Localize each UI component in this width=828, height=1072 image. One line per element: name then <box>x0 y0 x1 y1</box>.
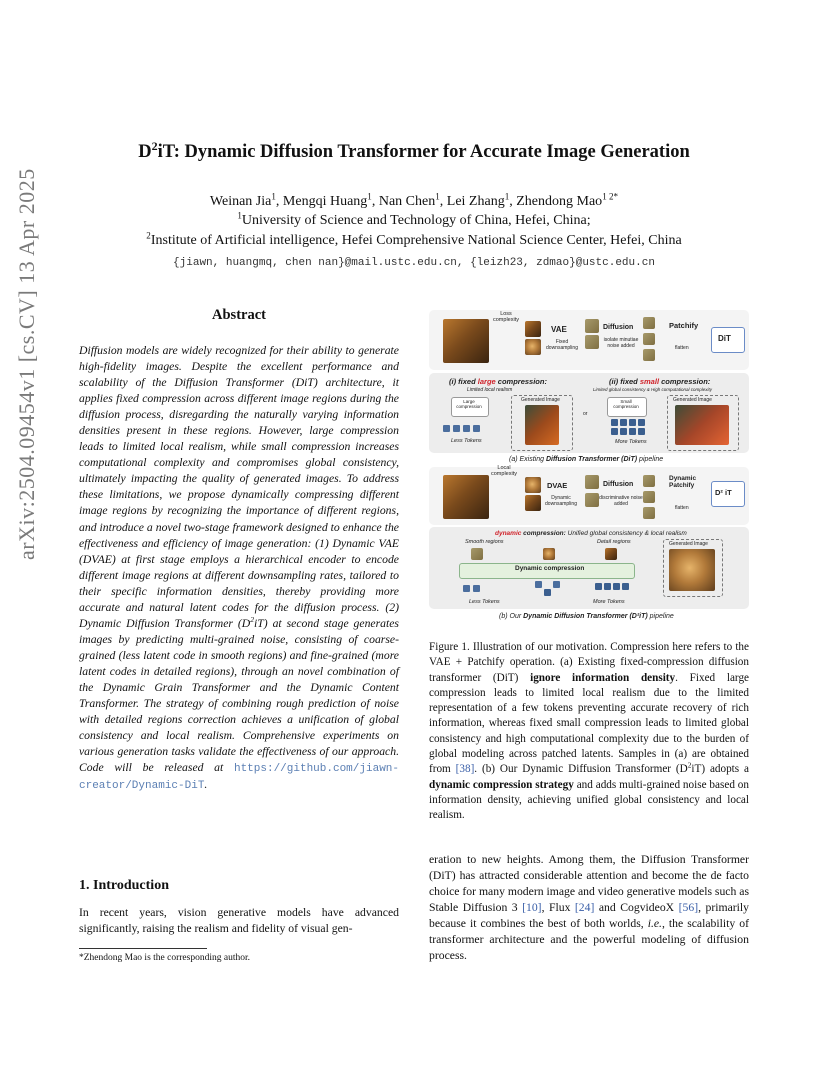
author: Mengqi Huang <box>282 194 368 209</box>
token <box>473 585 480 592</box>
vae-label: VAE <box>551 325 567 334</box>
d2it-label: D² iT <box>715 488 732 497</box>
loss-complexity-label: Loss complexity <box>493 311 519 323</box>
detail-regions-label: Detail regions <box>597 539 631 545</box>
dit-label: DiT <box>718 334 731 343</box>
patchify-label: Patchify <box>669 321 699 330</box>
mid-patch <box>543 548 555 560</box>
or-label: or <box>583 411 588 417</box>
flatten-label: flatten <box>675 505 689 511</box>
caption-b: (b) Our Dynamic Diffusion Transformer (D²iT) pipeline <box>499 613 674 620</box>
smooth-patch <box>471 548 483 560</box>
token <box>595 583 602 590</box>
patch-icon <box>643 333 655 345</box>
affiliation-2: $^2$Institute of Artificial intelligence, Hefei Comprehensive National Science Center, Hefei, China <box>146 230 682 248</box>
token <box>638 428 645 435</box>
latent-tile <box>525 477 541 493</box>
token <box>453 425 460 432</box>
token <box>611 419 618 426</box>
large-compression-label: Large compression <box>456 399 482 409</box>
figure-1-caption: Figure 1. Illustration of our motivation. Compression here refers to the VAE + Patchify operation. (a) Existing fixed-compression diffusion transformer (DiT) ignore information density. Fixed large compression leads to limited local realism due to the limited representation of a few tokens preventing accurate recovery of rich information, whereas fixed small compression leads to limited global consistency and high computational complexity due to the burden of global modeling across patched latents. Samples in (a) are obtained from [38]. (b) Our Dynamic Diffusion Transformer $(D^2iT)$ adopts a dynamic compression strategy and adds multi-grained noise based on information density, achieving unified global consistency and local realism. <box>429 641 750 822</box>
diffusion-label: Diffusion <box>603 481 634 488</box>
local-complexity-label: Local complexity <box>491 465 517 477</box>
fixed-large-heading: (i) fixed large compression: <box>449 377 547 386</box>
footnote: *Zhendong Mao is the corresponding author. <box>79 953 250 963</box>
abstract-text: Diffusion models are widely recognized for their ability to generate high-fidelity images. Despite the excellent performance and scalability of the Diffusion Transformer (DiT) architecture, it applies fixed compression across different image regions during the diffusion process, disregarding the naturally varying information densities present in these regions. However, large compression leads to limited local realism, while small compression increases computational complexity and compromises global consistency, ultimately impacting the quality of generated images. To address these limitations, we propose dynamically compressing different image regions by recognizing the importance of different regions, and introduce a novel two-stage framework designed to enhance the effectiveness and efficiency of image generation: (1) Dynamic VAE (DVAE) at first stage employs a hierarchical encoder to encode different image regions at different downsampling rates, tailored to their specific information densities, thereby providing more accurate and natural latent codes for the diffusion process. (2) Dynamic Diffusion Transformer $(D^2iT)$ at second stage generates images by predicting multi-grained noise, consisting of coarse-grained (less latent code in smooth regions) and fine-grained (more latent codes in detailed regions), through an novel combination of the Dynamic Grain Transformer and the Dynamic Content Transformer. The strategy of combining rough prediction of noise with detailed regions correction achieves a unification of global consistency and local realism. Comprehensive experiments on various generation tasks validate the effectiveness of our approach. Code will be released at https://github.com/jiawn-creator/Dynamic-DiT. <box>79 344 399 793</box>
fixed-small-heading: (ii) fixed small compression: <box>609 377 711 386</box>
smooth-regions-label: Smooth regions <box>465 539 504 545</box>
noise-grid-icon <box>585 475 599 489</box>
introduction-heading: 1. Introduction <box>79 878 169 893</box>
generated-image-label: Generated Image <box>673 397 712 403</box>
token <box>463 585 470 592</box>
dynamic-downsampling-label: Dynamic downsampling <box>545 495 577 507</box>
abstract-heading: Abstract <box>212 307 266 323</box>
figure-1 <box>429 305 749 630</box>
token <box>629 428 636 435</box>
token <box>611 428 618 435</box>
citation-link[interactable]: [38] <box>455 763 475 776</box>
more-tokens-label: More Tokens <box>615 439 647 445</box>
generated-image-label: Generated Image <box>521 397 560 403</box>
token <box>463 425 470 432</box>
noise-grid-icon <box>585 493 599 507</box>
dynamic-compression-heading: dynamic compression: Unified global consistency & local realism <box>495 530 687 537</box>
dynamic-patchify-label: Dynamic Patchify <box>669 475 697 489</box>
token <box>620 419 627 426</box>
generated-artifact-image <box>675 405 729 445</box>
noise-added-label: isolate minutiae noise added <box>603 337 639 349</box>
author: Weinan Jia <box>209 194 272 209</box>
patch-icon <box>643 475 655 487</box>
paper-title: $D^2iT$: Dynamic Diffusion Transformer for Accurate Image Generation <box>138 138 690 162</box>
generated-image-label: Generated Image <box>669 541 708 547</box>
introduction-continued: eration to new heights. Among them, the Diffusion Transformer (DiT) has attracted considerable attention and become the de facto choice for many modern image and video generative models such as Stable Diffusion 3 [10], Flux [24] and CogvideoX [56], primarily because it combines the best of both worlds, i.e., the scalability of transformer architecture and the powerful modeling of diffusion process. <box>429 853 749 963</box>
dynamic-compression-label: Dynamic compression <box>515 565 585 572</box>
token <box>629 419 636 426</box>
less-tokens-label: Less Tokens <box>451 438 482 444</box>
token <box>443 425 450 432</box>
fixed-downsampling-label: Fixed downsampling <box>546 339 578 351</box>
diffusion-label: Diffusion <box>603 324 634 331</box>
detail-patch <box>605 548 617 560</box>
fixed-small-sub: Limited global consistency & High computational complexity <box>593 387 713 392</box>
generated-orangutan-image <box>525 405 559 445</box>
author: Nan Chen <box>378 194 436 209</box>
token <box>613 583 620 590</box>
less-tokens-label: Less Tokens <box>469 599 500 605</box>
citation-link[interactable]: [56] <box>678 901 699 915</box>
noise-grid-icon <box>585 335 599 349</box>
token <box>473 425 480 432</box>
dvae-label: DVAE <box>547 481 568 490</box>
latent-tile <box>525 321 541 337</box>
discriminative-noise-label: discriminative noise added <box>599 495 643 507</box>
generated-lion-image <box>669 549 715 591</box>
lion-input-image <box>443 475 489 519</box>
caption-a: (a) Existing Diffusion Transformer (DiT) pipeline <box>509 456 664 463</box>
citation-link[interactable]: [24] <box>574 901 595 915</box>
author: Zhendong Mao <box>516 194 603 209</box>
latent-tile <box>525 339 541 355</box>
code-link[interactable]: https://github.com/jiawn-creator/Dynamic-DiT <box>79 763 399 793</box>
latent-tile <box>525 495 541 511</box>
patch-icon <box>643 317 655 329</box>
footnote-rule <box>79 948 207 949</box>
flatten-label: flatten <box>675 345 689 351</box>
more-tokens-label: More Tokens <box>593 599 625 605</box>
token <box>604 583 611 590</box>
token <box>638 419 645 426</box>
token <box>553 581 560 588</box>
arxiv-stamp: arXiv:2504.09454v1 [cs.CV] 13 Apr 2025 <box>14 168 39 560</box>
author-list: Weinan Jia$^1$, Mengqi Huang$^1$, Nan Chen$^1$, Lei Zhang$^1$, Zhendong Mao$^{1 2*}$ <box>209 191 619 209</box>
token <box>544 589 551 596</box>
fixed-large-sub: Limited local realism <box>467 387 513 393</box>
patch-icon <box>643 507 655 519</box>
patch-icon <box>643 491 655 503</box>
small-compression-label: Small compression <box>613 399 639 409</box>
patch-icon <box>643 349 655 361</box>
token <box>620 428 627 435</box>
author-emails: {jiawn, huangmq, chen nan}@mail.ustc.edu.cn, {leizh23, zdmao}@ustc.edu.cn <box>173 257 655 269</box>
token <box>535 581 542 588</box>
citation-link[interactable]: [10] <box>522 901 542 915</box>
noise-grid-icon <box>585 319 599 333</box>
affiliation-1: $^1$University of Science and Technology of China, Hefei, China; <box>237 210 591 228</box>
token <box>622 583 629 590</box>
lion-input-image <box>443 319 489 363</box>
author: Lei Zhang <box>446 194 505 209</box>
introduction-text: In recent years, vision generative models have advanced significantly, raising the realism and fidelity of visual gen- <box>79 906 399 936</box>
